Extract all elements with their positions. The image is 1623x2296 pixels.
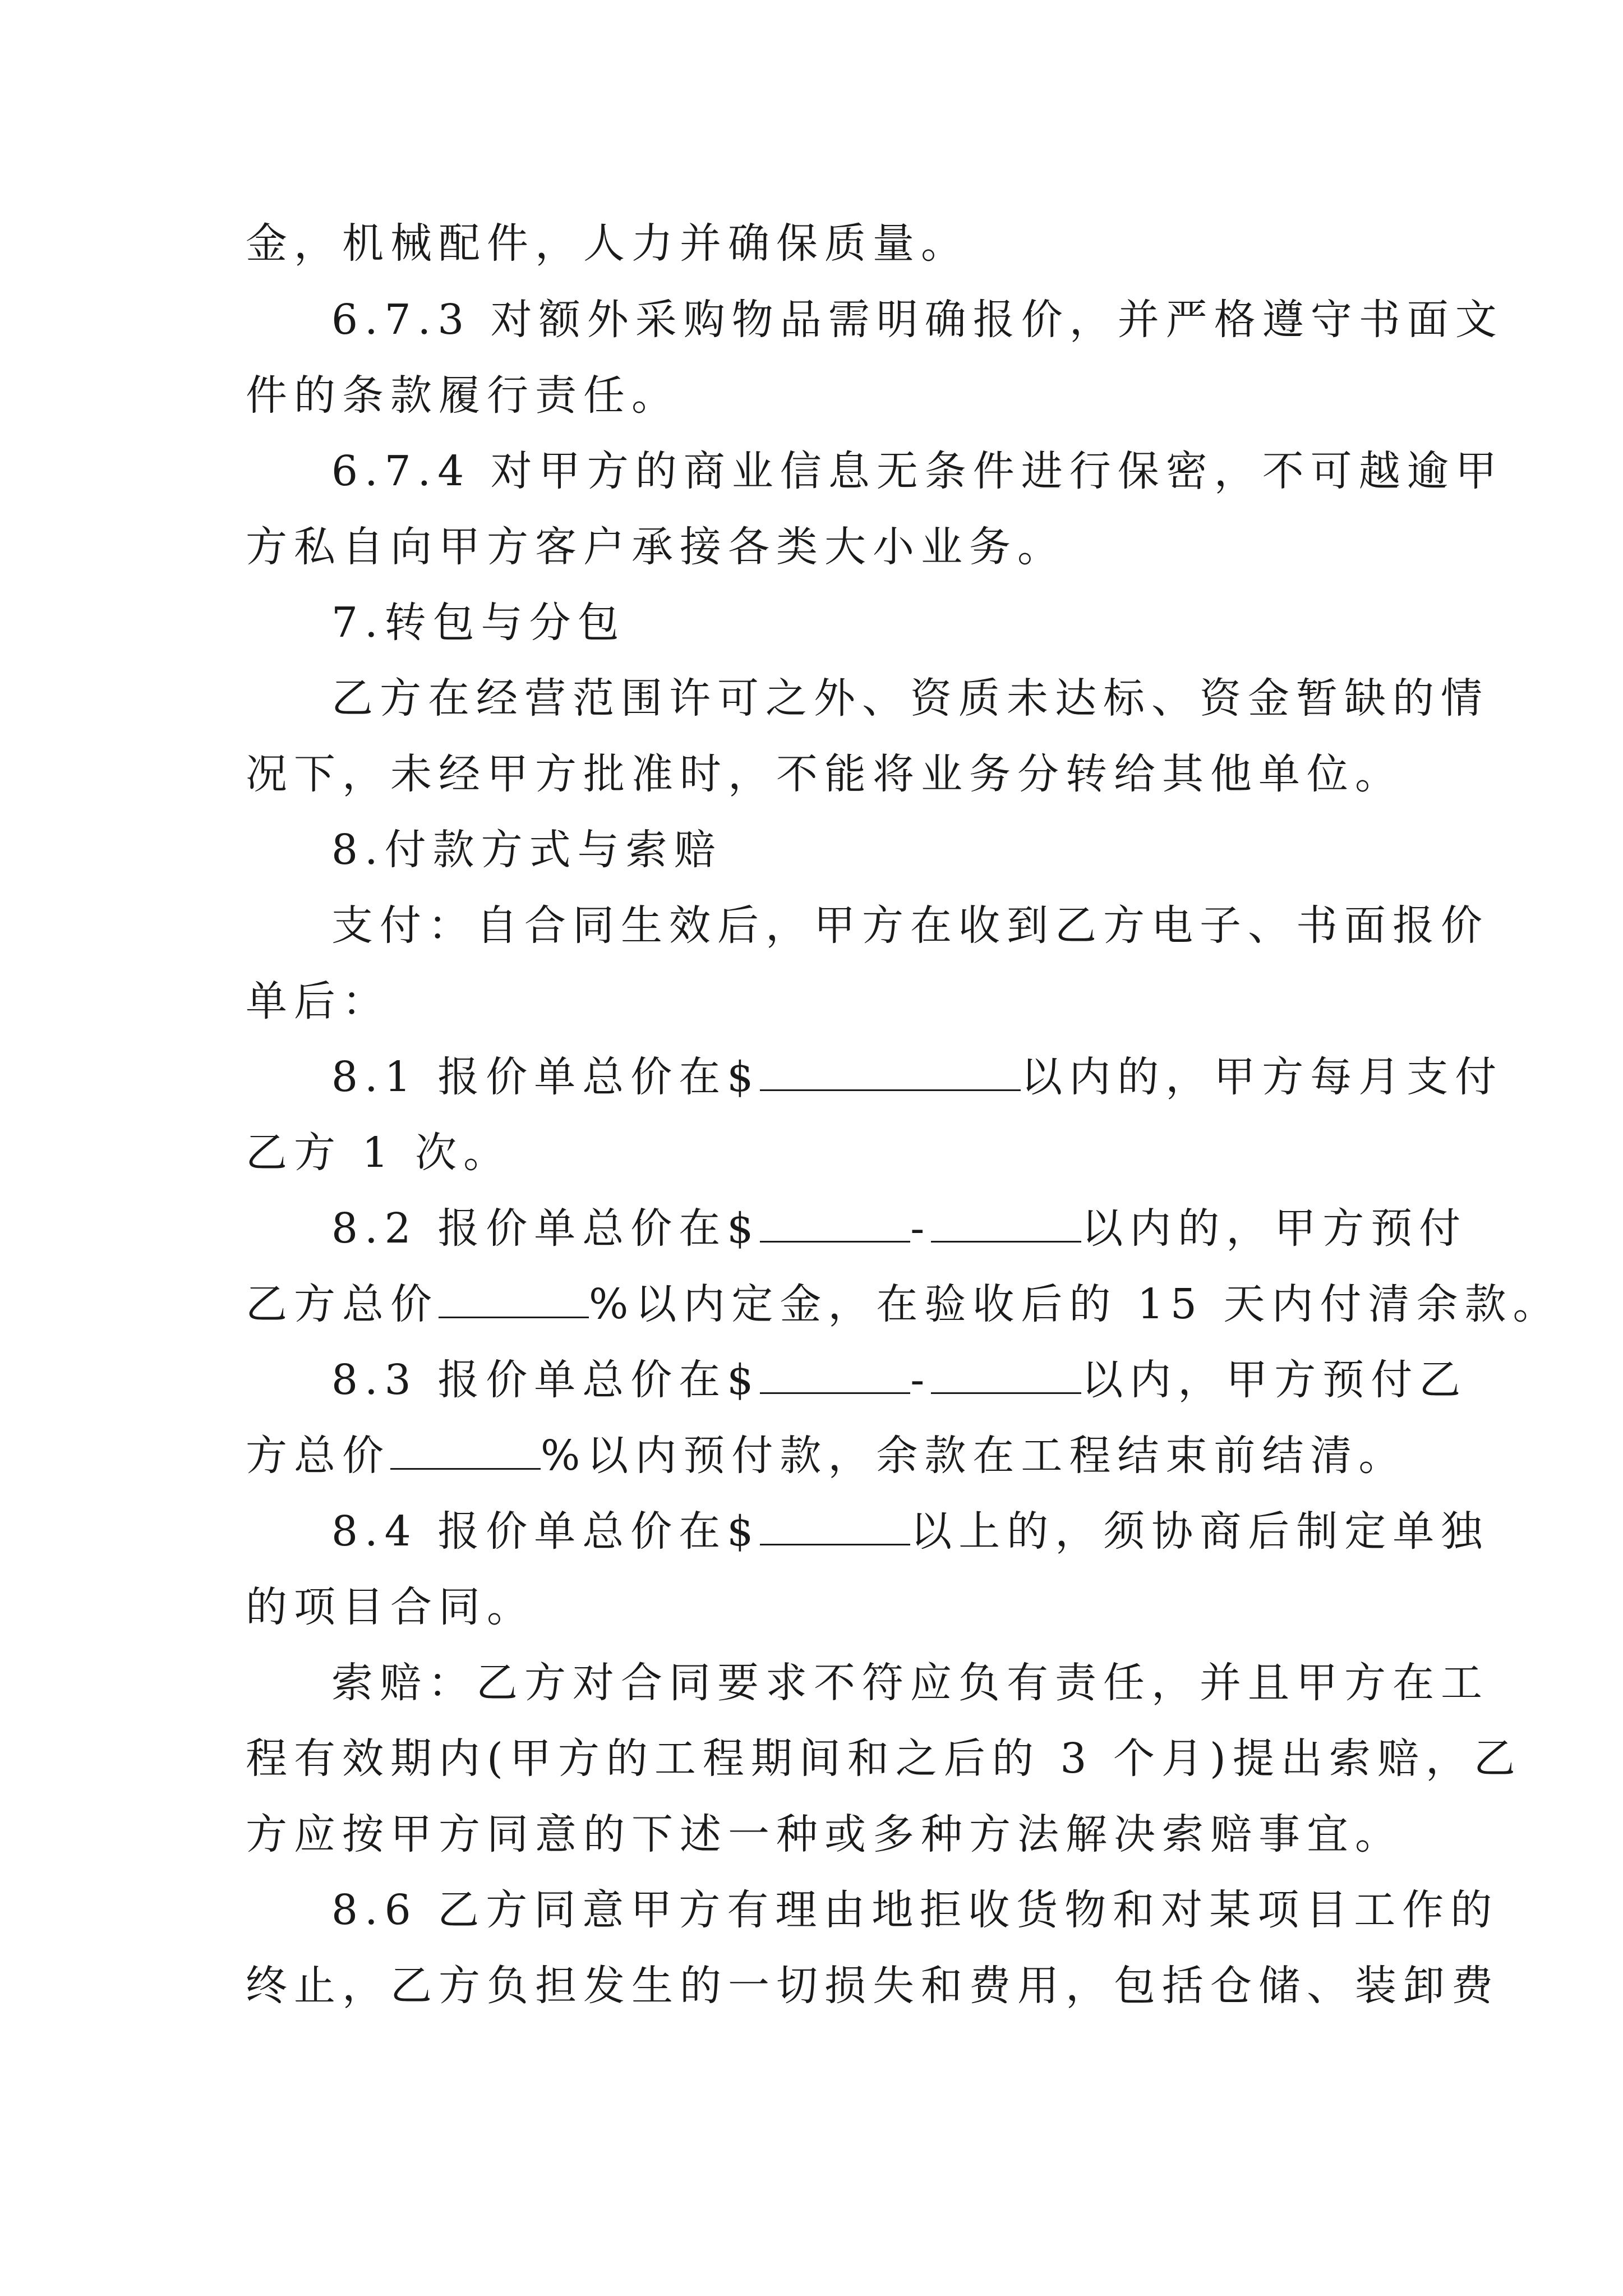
- paragraph-line: 况下，未经甲方批准时，不能将业务分转给其他单位。: [246, 750, 1403, 798]
- clause-text: 8.4 报价单总价在$: [331, 1507, 760, 1556]
- claims-paragraph-line: 方应按甲方同意的下述一种或多种方法解决索赔事宜。: [246, 1810, 1403, 1858]
- claims-paragraph-line: 索赔：乙方对合同要求不符应负有责任，并且甲方在工: [331, 1659, 1489, 1707]
- clause-8-3-line: [331, 1352, 1467, 1408]
- clause-8-4-line: 的项目合同。: [246, 1583, 535, 1631]
- clause-text: 以内的，甲方每月支付: [1021, 1053, 1504, 1101]
- clause-8-1-line: 乙方 1 次。: [246, 1129, 512, 1177]
- clause-8-4-line: [331, 1503, 1489, 1559]
- clause-text: 乙方总价: [246, 1280, 439, 1328]
- amount-blank: [760, 1509, 910, 1545]
- clause-text: 以上的，须协商后制定单独: [910, 1507, 1490, 1556]
- dash: -: [910, 1204, 932, 1253]
- clause-text: 8.2 报价单总价在$: [331, 1204, 760, 1253]
- percent-blank: [390, 1433, 541, 1470]
- clause-text: %以内定金，在验收后的 15 天内付清余款。: [589, 1280, 1561, 1328]
- clause-text: 8.1 报价单总价在$: [331, 1053, 760, 1101]
- dash: -: [910, 1356, 932, 1404]
- payment-paragraph-line: 支付：自合同生效后，甲方在收到乙方电子、书面报价: [331, 901, 1489, 950]
- amount-blank: [760, 1206, 910, 1243]
- clause-6-7-3-line: 6.7.3 对额外采购物品需明确报价，并严格遵守书面文: [331, 296, 1504, 344]
- clause-text: 以内，甲方预付乙: [1081, 1356, 1468, 1404]
- clause-8-6-line: 终止，乙方负担发生的一切损失和费用，包括仓储、装卸费: [246, 1962, 1500, 2010]
- clause-8-2-line: [246, 1276, 1561, 1332]
- amount-blank: [931, 1206, 1081, 1243]
- clause-8-3-line: [246, 1428, 1407, 1484]
- clause-text: 8.3 报价单总价在$: [331, 1356, 760, 1404]
- section-heading-8: 8.付款方式与索赔: [331, 826, 722, 874]
- clause-6-7-4-line: 方私自向甲方客户承接各类大小业务。: [246, 523, 1066, 571]
- clause-8-6-line: 8.6 乙方同意甲方有理由地拒收货物和对某项目工作的: [331, 1886, 1499, 1934]
- clause-6-7-3-line: 件的条款履行责任。: [246, 371, 680, 420]
- amount-blank: [931, 1358, 1081, 1394]
- clause-6-7-4-line: 6.7.4 对甲方的商业信息无条件进行保密，不可越逾甲: [331, 447, 1504, 495]
- claims-paragraph-line: 程有效期内(甲方的工程期间和之后的 3 个月)提出索赔，乙: [246, 1734, 1522, 1783]
- paragraph-line: 乙方在经营范围许可之外、资质未达标、资金暂缺的情: [331, 674, 1489, 723]
- paragraph-line: 金，机械配件，人力并确保质量。: [246, 219, 969, 268]
- payment-paragraph-line: 单后：: [246, 977, 390, 1025]
- clause-8-2-line: [331, 1200, 1467, 1257]
- clause-text: %以内预付款，余款在工程结束前结清。: [541, 1432, 1407, 1480]
- clause-text: 方总价: [246, 1432, 390, 1480]
- amount-blank: [760, 1055, 1021, 1091]
- clause-text: 以内的，甲方预付: [1081, 1204, 1468, 1253]
- amount-blank: [760, 1358, 910, 1394]
- clause-8-1-line: [331, 1049, 1503, 1105]
- section-heading-7: 7.转包与分包: [331, 599, 626, 647]
- percent-blank: [439, 1282, 589, 1318]
